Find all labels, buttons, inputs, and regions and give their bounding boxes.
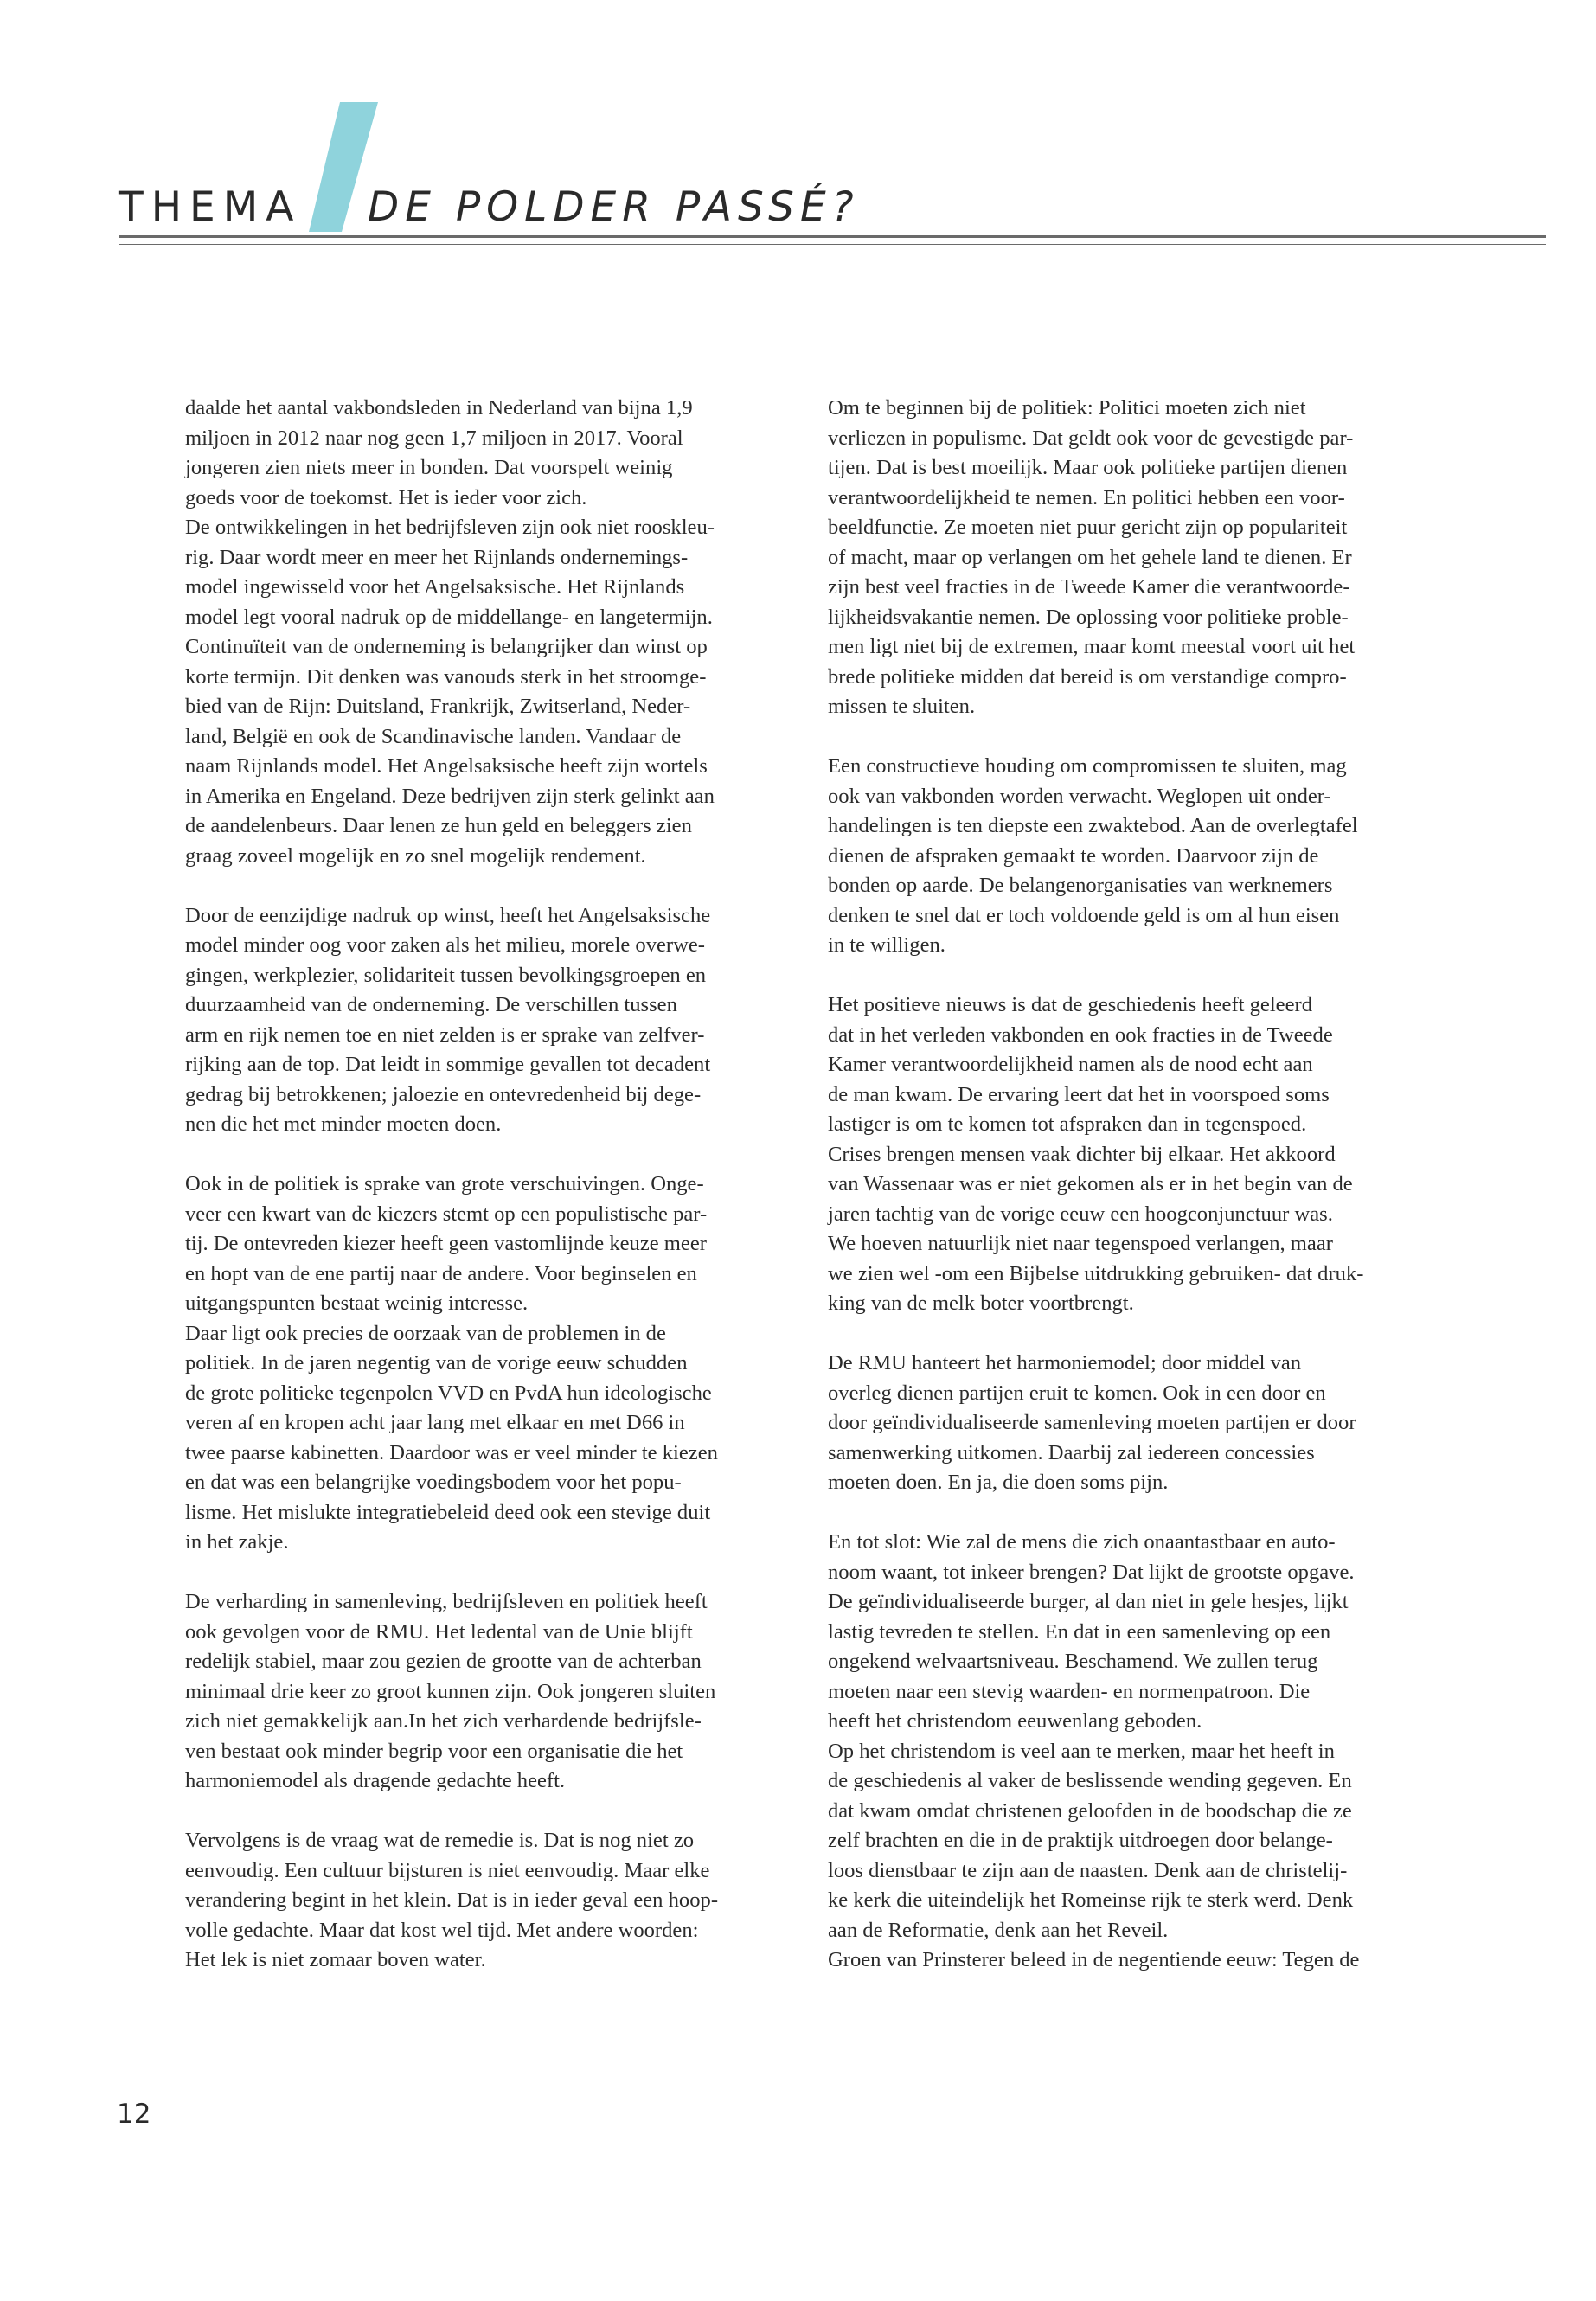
text-line: aan de Reformatie, denk aan het Reveil. <box>828 1918 1169 1942</box>
header-rule <box>119 235 1546 238</box>
text-line: korte termijn. Dit denken was vanouds sterk in het stroomge- <box>185 664 707 689</box>
text-line: in Amerika en Engeland. Deze bedrijven zijn sterk gelinkt aan <box>185 784 715 808</box>
text-line: verantwoordelijkheid te nemen. En politici hebben een voor- <box>828 485 1345 510</box>
text-line: model ingewisseld voor het Angelsaksische. Het Rijnlands <box>185 575 685 599</box>
right-column <box>828 394 1433 2005</box>
text-line: in het zakje. <box>185 1530 289 1554</box>
page-number: 12 <box>117 2099 151 2130</box>
text-line: Om te beginnen bij de politiek: Politici moeten zich niet <box>828 396 1306 420</box>
page-header <box>119 102 1546 240</box>
text-line: tij. De ontevreden kiezer heeft geen vastomlijnde keuze meer <box>185 1232 707 1255</box>
paragraph <box>185 394 791 871</box>
text-line: Het positieve nieuws is dat de geschiedenis heeft geleerd <box>828 993 1313 1016</box>
text-line: noom waant, tot inkeer brengen? Dat lijkt de grootste opgave. <box>828 1560 1355 1584</box>
text-line: ke kerk die uiteindelijk het Romeinse rijk te sterk werd. Denk <box>828 1888 1354 1912</box>
text-line: zelf brachten en die in de praktijk uitdroegen door belange- <box>828 1829 1333 1852</box>
paragraph <box>185 901 791 1140</box>
text-line: Groen van Prinsterer beleed in de negentiende eeuw: Tegen de <box>828 1948 1360 1971</box>
text-line: dat in het verleden vakbonden en ook fracties in de Tweede <box>828 1022 1333 1047</box>
text-line: De geïndividualiseerde burger, al dan niet in gele hesjes, lijkt <box>828 1590 1349 1613</box>
text-line: Crises brengen mensen vaak dichter bij elkaar. Het akkoord <box>828 1142 1336 1166</box>
paragraph <box>828 394 1433 722</box>
text-line: en dat was een belangrijke voedingsbodem voor het popu- <box>185 1471 682 1494</box>
text-line: ook van vakbonden worden verwacht. Weglopen uit onder- <box>828 784 1331 808</box>
text-line: nen die het met minder moeten doen. <box>185 1112 502 1136</box>
text-line: de aandelenbeurs. Daar lenen ze hun geld en beleggers zien <box>185 814 692 837</box>
text-line: denken te snel dat er toch voldoende geld is om al hun eisen <box>828 903 1340 927</box>
text-line: of macht, maar op verlangen om het gehele land te dienen. Er <box>828 545 1352 569</box>
text-line: goeds voor de toekomst. Het is ieder voor zich. <box>185 485 587 510</box>
text-line: daalde het aantal vakbondsleden in Nederland van bijna 1,9 <box>185 396 693 420</box>
text-line: men ligt niet bij de extremen, maar komt meestal voort uit het <box>828 635 1356 658</box>
text-line: naam Rijnlands model. Het Angelsaksische heeft zijn wortels <box>185 754 708 778</box>
text-line: samenwerking uitkomen. Daarbij zal iedereen concessies <box>828 1440 1315 1465</box>
section-label: THEMA <box>119 183 302 231</box>
text-line: door geïndividualiseerde samenleving moeten partijen er door <box>828 1411 1356 1434</box>
text-line: Continuïteit van de onderneming is belangrijker dan winst op <box>185 635 708 658</box>
text-line: verandering begint in het klein. Dat is in ieder geval een hoop- <box>185 1888 719 1912</box>
text-line: De ontwikkelingen in het bedrijfsleven zijn ook niet rooskleu- <box>185 516 715 539</box>
text-line: ven bestaat ook minder begrip voor een organisatie die het <box>185 1739 683 1763</box>
section-title: DE POLDER PASSÉ? <box>368 183 860 231</box>
text-line: zich niet gemakkelijk aan.In het zich verhardende bedrijfsle- <box>185 1709 702 1733</box>
text-line: jongeren zien niets meer in bonden. Dat voorspelt weinig <box>185 456 673 479</box>
text-line: Het lek is niet zomaar boven water. <box>185 1948 486 1971</box>
text-line: rijking aan de top. Dat leidt in sommige gevallen tot decadent <box>185 1053 711 1076</box>
paragraph <box>828 1349 1433 1498</box>
text-line: arm en rijk nemen toe en niet zelden is er sprake van zelfver- <box>185 1022 705 1047</box>
text-line: Op het christendom is veel aan te merken, maar het heeft in <box>828 1739 1335 1763</box>
text-line: overleg dienen partijen eruit te komen. Ook in een door en <box>828 1381 1326 1405</box>
text-line: eenvoudig. Een cultuur bijsturen is niet eenvoudig. Maar elke <box>185 1858 710 1882</box>
text-line: en hopt van de ene partij naar de andere. Voor beginselen en <box>185 1261 697 1285</box>
text-line: lisme. Het mislukte integratiebeleid deed ook een stevige duit <box>185 1500 711 1524</box>
text-line: veren af en kropen acht jaar lang met elkaar en met D66 in <box>185 1411 685 1434</box>
text-line: ook gevolgen voor de RMU. Het ledental van de Unie blijft <box>185 1619 693 1644</box>
text-line: volle gedachte. Maar dat kost wel tijd. Met andere woorden: <box>185 1918 699 1942</box>
text-line: De verharding in samenleving, bedrijfsleven en politiek heeft <box>185 1590 708 1613</box>
text-line: twee paarse kabinetten. Daardoor was er veel minder te kiezen <box>185 1440 718 1465</box>
paragraph <box>828 752 1433 961</box>
text-line: handelingen is ten diepste een zwaktebod. Aan de overlegtafel <box>828 814 1358 837</box>
text-line: minimaal drie keer zo groot kunnen zijn. Ook jongeren sluiten <box>185 1679 716 1703</box>
text-line: model minder oog voor zaken als het milieu, morele overwe- <box>185 933 705 957</box>
text-line: de grote politieke tegenpolen VVD en PvdA hun ideologische <box>185 1381 712 1405</box>
text-line: uitgangspunten bestaat weinig interesse. <box>185 1292 529 1315</box>
text-line: Kamer verantwoordelijkheid namen als de nood echt aan <box>828 1053 1313 1076</box>
text-line: De RMU hanteert het harmoniemodel; door middel van <box>828 1351 1302 1375</box>
paragraph <box>185 1826 791 1976</box>
text-line: graag zoveel mogelijk en zo snel mogelijk rendement. <box>185 843 646 868</box>
text-line: miljoen in 2012 naar nog geen 1,7 miljoen in 2017. Vooral <box>185 426 683 450</box>
text-line: verliezen in populisme. Dat geldt ook voor de gevestigde par- <box>828 426 1354 450</box>
text-line: redelijk stabiel, maar zou gezien de grootte van de achterban <box>185 1650 702 1673</box>
text-line: Daar ligt ook precies de oorzaak van de problemen in de <box>185 1321 666 1345</box>
text-line: bonden op aarde. De belangenorganisaties van werknemers <box>828 874 1333 897</box>
text-line: land, België en ook de Scandinavische landen. Vandaar de <box>185 724 682 748</box>
text-line: Ook in de politiek is sprake van grote verschuivingen. Onge- <box>185 1172 704 1195</box>
text-line: En tot slot: Wie zal de mens die zich onaantastbaar en auto- <box>828 1530 1336 1554</box>
text-line: model legt vooral nadruk op de middellange- en langetermijn. <box>185 605 713 629</box>
text-line: missen te sluiten. <box>828 695 976 718</box>
text-line: rig. Daar wordt meer en meer het Rijnlands ondernemings- <box>185 545 689 569</box>
paragraph <box>185 1170 791 1558</box>
text-line: veer een kwart van de kiezers stemt op een populistische par- <box>185 1202 708 1226</box>
text-line: beeldfunctie. Ze moeten niet puur gericht zijn op populariteit <box>828 516 1348 539</box>
text-line: dat kwam omdat christenen geloofden in de boodschap die ze <box>828 1798 1352 1823</box>
paragraph <box>828 990 1433 1319</box>
paragraph <box>828 1528 1433 1976</box>
text-line: dienen de afspraken gemaakt te worden. Daarvoor zijn de <box>828 843 1319 868</box>
text-line: moeten doen. En ja, die doen soms pijn. <box>828 1471 1169 1494</box>
text-line: harmoniemodel als dragende gedachte heeft. <box>185 1769 566 1792</box>
text-line: moeten naar een stevig waarden- en normenpatroon. Die <box>828 1679 1311 1703</box>
text-line: gedrag bij betrokkenen; jaloezie en ontevredenheid bij dege- <box>185 1082 702 1106</box>
text-line: tijen. Dat is best moeilijk. Maar ook politieke partijen dienen <box>828 456 1348 479</box>
text-line: Door de eenzijdige nadruk op winst, heeft het Angelsaksische <box>185 903 711 927</box>
text-line: duurzaamheid van de onderneming. De verschillen tussen <box>185 993 677 1016</box>
text-line: We hoeven natuurlijk niet naar tegenspoed verlangen, maar <box>828 1232 1333 1255</box>
header-rule-thin <box>119 244 1546 245</box>
text-line: de geschiedenis al vaker de beslissende wending gegeven. En <box>828 1769 1352 1792</box>
text-line: van Wassenaar was er niet gekomen als er in het begin van de <box>828 1172 1353 1195</box>
text-line: we zien wel -om een Bijbelse uitdrukking gebruiken- dat druk- <box>828 1261 1364 1285</box>
text-line: ongekend welvaartsniveau. Beschamend. We zullen terug <box>828 1650 1318 1673</box>
text-line: gingen, werkplezier, solidariteit tussen bevolkingsgroepen en <box>185 963 707 987</box>
text-line: in te willigen. <box>828 933 945 957</box>
text-line: king van de melk boter voortbrengt. <box>828 1292 1134 1315</box>
text-line: zijn best veel fracties in de Tweede Kamer die verantwoorde- <box>828 575 1350 599</box>
text-line: lastiger is om te komen tot afspraken dan in tegenspoed. <box>828 1112 1307 1136</box>
text-line: lijkheidsvakantie nemen. De oplossing voor politieke proble- <box>828 605 1349 629</box>
text-line: bied van de Rijn: Duitsland, Frankrijk, Zwitserland, Neder- <box>185 695 691 718</box>
paragraph <box>185 1587 791 1797</box>
text-line: jaren tachtig van de vorige eeuw een hoogconjunctuur was. <box>828 1202 1333 1226</box>
text-line: loos dienstbaar te zijn aan de naasten. Denk aan de christelij- <box>828 1858 1348 1882</box>
text-line: heeft het christendom eeuwenlang geboden. <box>828 1709 1202 1733</box>
text-line: de man kwam. De ervaring leert dat het in voorspoed soms <box>828 1082 1330 1106</box>
left-column <box>185 394 791 2005</box>
text-line: lastig tevreden te stellen. En dat in een samenleving op een <box>828 1619 1331 1644</box>
text-line: politiek. In de jaren negentig van de vorige eeuw schudden <box>185 1351 688 1375</box>
text-line: Vervolgens is de vraag wat de remedie is. Dat is nog niet zo <box>185 1829 695 1852</box>
text-line: Een constructieve houding om compromissen te sluiten, mag <box>828 754 1347 778</box>
text-line: brede politieke midden dat bereid is om verstandige compro- <box>828 664 1347 689</box>
